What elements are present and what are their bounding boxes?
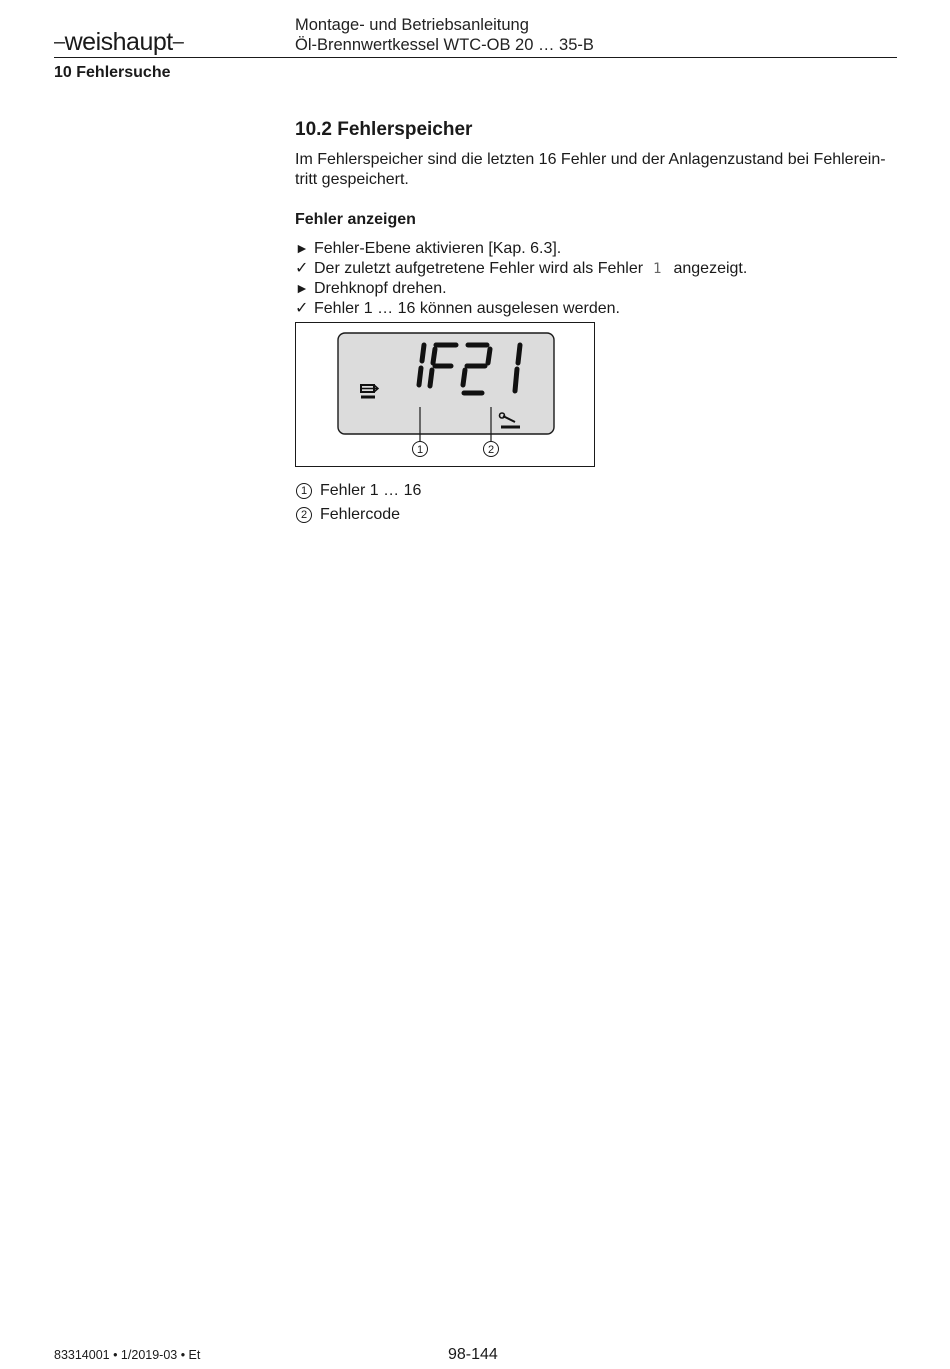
header-divider — [54, 57, 897, 58]
legend-number: 2 — [296, 507, 312, 523]
callout-marker-1 — [413, 442, 428, 457]
step-text: Fehler-Ebene aktivieren [Kap. 6.3]. — [314, 240, 562, 257]
section-content — [295, 118, 895, 318]
list-item — [296, 479, 421, 503]
intro-line-2: tritt gespeichert. — [295, 171, 409, 188]
page-number: 98-144 — [448, 1346, 498, 1363]
logo-dash-right: – — [172, 31, 184, 53]
step-text-before: Der zuletzt aufgetretene Fehler wird als Fehler — [314, 259, 644, 277]
legend-number: 1 — [296, 483, 312, 499]
document-number: 83314001 • 1/2019-03 • Et — [54, 1348, 201, 1362]
brand-logo — [54, 28, 183, 57]
legend-text: Fehlercode — [320, 506, 401, 523]
step-text: Fehler 1 … 16 können ausgelesen werden. — [314, 299, 620, 317]
legend-text: Fehler 1 … 16 — [320, 482, 422, 499]
logo-text: weishaupt — [64, 28, 173, 56]
step-text-after: angezeigt. — [673, 259, 748, 277]
callout-number-2: 2 — [487, 444, 495, 456]
subheading: Fehler anzeigen — [295, 211, 416, 228]
action-arrow-icon: ► — [295, 240, 309, 256]
action-arrow-icon: ► — [295, 280, 309, 296]
section-heading: 10.2 Fehlerspeicher — [295, 119, 473, 140]
list-item — [295, 299, 895, 319]
callout-number-1: 1 — [416, 444, 424, 456]
list-item — [295, 279, 895, 299]
instruction-list — [295, 239, 895, 318]
logo-dash-left: – — [54, 31, 65, 53]
list-item — [295, 259, 895, 280]
figure-legend — [296, 479, 421, 527]
document-title-line1: Montage- und Betriebsanleitung — [295, 16, 529, 34]
document-title-line2: Öl-Brennwertkessel WTC-OB 20 … 35-B — [295, 36, 594, 54]
intro-line-1: Im Fehlerspeicher sind die letzten 16 Fehler und der Anlagenzustand bei Fehlerein- — [295, 151, 886, 168]
display-code: 1 — [653, 260, 662, 277]
callout-marker-2 — [484, 442, 499, 457]
chapter-title: 10 Fehlersuche — [54, 64, 171, 81]
result-check-icon: ✓ — [295, 299, 309, 317]
section-intro — [295, 150, 895, 190]
display-figure — [295, 322, 595, 467]
step-text: Drehknopf drehen. — [314, 280, 447, 297]
list-item — [295, 239, 895, 259]
document-title — [295, 15, 594, 55]
lcd-display-illustration — [296, 323, 593, 465]
list-item — [296, 503, 421, 527]
result-check-icon: ✓ — [295, 259, 309, 277]
